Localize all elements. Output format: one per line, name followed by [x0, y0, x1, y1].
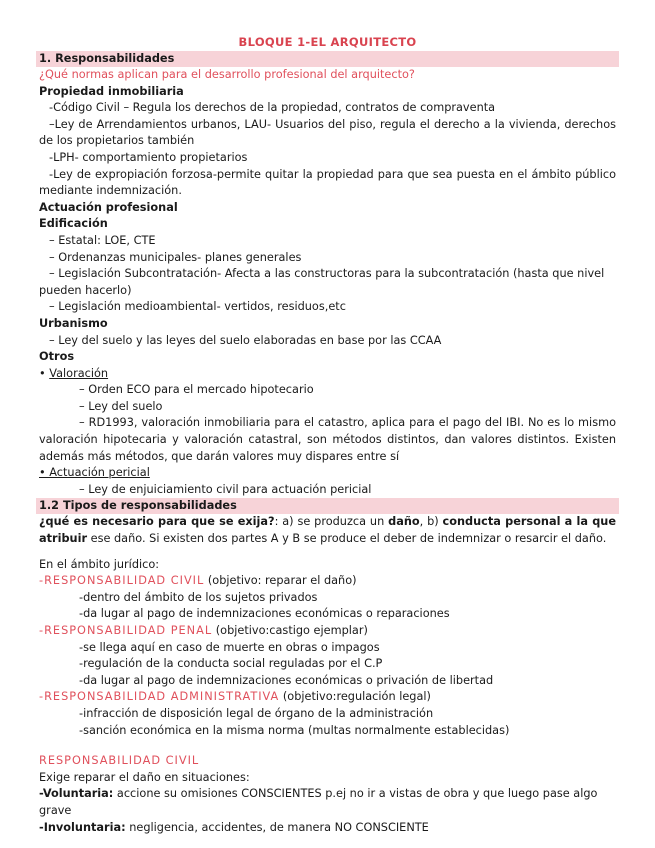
ambito-juridico: En el ámbito jurídico:	[39, 557, 160, 571]
admin-line	[39, 689, 616, 706]
q-bold: ¿qué es necesario para que se exija?	[39, 515, 275, 529]
admin-label: -RESPONSABILIDAD ADMINISTRATIVA	[39, 690, 280, 704]
valoracion-label: Valoración	[49, 366, 109, 380]
voluntaria-label: -Voluntaria:	[39, 787, 114, 801]
voluntaria-text: accione su omisiones CONSCIENTES p.ej no ir a vistas de obra y que luego pase algo grave	[39, 787, 598, 817]
item-orden-eco: – Orden ECO para el mercado hipotecario	[79, 383, 314, 397]
bullet-icon: •	[39, 366, 46, 380]
item-ley-suelo-2: – Ley del suelo	[79, 399, 163, 413]
item-lau: –Ley de Arrendamientos urbanos, LAU- Usuarios del piso, regula el derecho a la vivienda, derechos de los propietarios también	[39, 117, 616, 148]
subheading-urbanismo: Urbanismo	[39, 316, 108, 330]
bullet-valoracion	[39, 366, 616, 383]
penal-label: -RESPONSABILIDAD PENAL	[39, 624, 213, 637]
civil-line	[39, 573, 616, 590]
admin-objective: (objetivo:regulación legal)	[279, 690, 431, 704]
subheading-otros: Otros	[39, 350, 75, 364]
item-estatal: – Estatal: LOE, CTE	[49, 233, 156, 247]
involuntaria-text: negligencia, accidentes, de manera NO CONSCIENTE	[125, 820, 429, 834]
item-rd1993: – RD1993, valoración inmobiliaria para el catastro, aplica para el pago del IBI. No es lo mismo valoración hipotecaria y valoración catastral, son métodos distintos, dan valores distintos. Existen además más métodos, que darán valores muy dispares entre sí	[39, 416, 616, 463]
penal-item-1: -se llega aquí en caso de muerte en obras o impagos	[79, 640, 380, 654]
admin-item-1: -infracción de disposición legal de órgano de la administración	[79, 706, 434, 720]
penal-objective: (objetivo:castigo ejemplar)	[212, 624, 368, 637]
subheading-actuacion: Actuación profesional	[39, 200, 178, 214]
civil-intro: Exige reparar el daño en situaciones:	[39, 770, 250, 784]
bullet-pericial: • Actuación pericial	[39, 466, 150, 480]
q-b: , b)	[419, 515, 443, 529]
section-heading-tipos: 1.2 Tipos de responsabilidades	[36, 498, 619, 514]
paragraph-exigencia	[39, 514, 616, 547]
item-codigo-civil: -Código Civil – Regula los derechos de la propiedad, contratos de compraventa	[49, 101, 496, 115]
admin-item-2: -sanción económica en la misma norma (multas normalmente establecidas)	[79, 723, 510, 737]
item-subcontratacion: – Legislación Subcontratación- Afecta a las constructoras para la subcontratación (hasta que nivel pueden hacerlo)	[39, 267, 605, 297]
question-normas: ¿Qué normas aplican para el desarrollo profesional del arquitecto?	[39, 68, 415, 81]
involuntaria-line	[39, 820, 616, 837]
civil-label: -RESPONSABILIDAD CIVIL	[39, 574, 205, 588]
voluntaria-line	[39, 786, 616, 819]
q-end: ese daño. Si existen dos partes A y B se produce el deber de indemnizar o resarcir el daño.	[87, 532, 607, 546]
penal-item-3: -da lugar al pago de indemnizaciones económicas o privación de libertad	[79, 673, 494, 687]
section-heading-responsabilidades: 1. Responsabilidades	[36, 51, 619, 67]
item-ordenanzas: – Ordenanzas municipales- planes generales	[49, 250, 302, 264]
q-a: : a) se produzca un	[274, 515, 389, 529]
item-medioambiental: – Legislación medioambiental- vertidos, residuos,etc	[49, 300, 346, 314]
civil-item-2: -da lugar al pago de indemnizaciones económicas o reparaciones	[79, 607, 450, 621]
document-title: BLOQUE 1-EL ARQUITECTO	[238, 35, 417, 49]
item-ley-suelo: – Ley del suelo y las leyes del suelo elaboradas en base por las CCAA	[49, 333, 442, 347]
subheading-propiedad: Propiedad inmobiliaria	[39, 84, 184, 98]
subheading-edificacion: Edificación	[39, 217, 108, 231]
q-conducta: conducta personal a la que atribuir	[39, 515, 616, 546]
penal-item-2: -regulación de la conducta social reguladas por el C.P	[79, 657, 383, 671]
q-dano: daño	[388, 515, 420, 529]
involuntaria-label: -Involuntaria:	[39, 820, 126, 834]
civil-objective: (objetivo: reparar el daño)	[204, 574, 357, 588]
penal-line	[39, 623, 616, 640]
heading-responsabilidad-civil: RESPONSABILIDAD CIVIL	[39, 754, 200, 768]
item-expropiacion: -Ley de expropiación forzosa-permite quitar la propiedad para que sea puesta en el ámbito público mediante indemnización.	[39, 167, 616, 198]
item-enjuiciamiento: – Ley de enjuiciamiento civil para actuación pericial	[79, 482, 372, 496]
civil-item-1: -dentro del ámbito de los sujetos privados	[79, 590, 318, 604]
item-lph: -LPH- comportamiento propietarios	[49, 150, 248, 164]
